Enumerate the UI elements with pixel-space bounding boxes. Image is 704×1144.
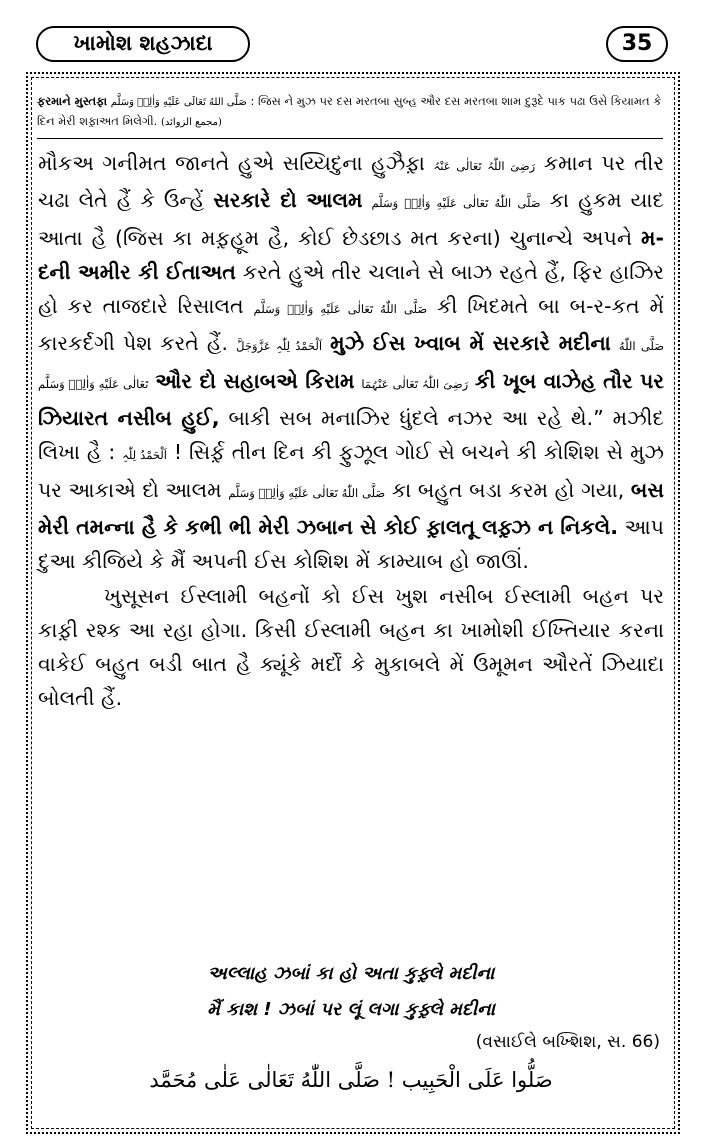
poem-couplet — [38, 956, 664, 1028]
bold-phrase: બસ મેરી તમન્ના હૈ કે કભી ભી મેરી ઝબાન સે કોઈ ફ઼ાલતૂ લફ઼્ઝ ન નિકલે. — [38, 477, 664, 539]
poem-line: અલ્લાહ ઝબાં કા હો અતા કુફ઼્લે મદીના — [207, 963, 495, 984]
text-span: કા બહુત બડા કરમ હો ગયા, — [391, 477, 625, 502]
notice-text: : જિસ ને મુઝ પર દસ મરતબા સુબ્હ ઔર દસ મરતબા શામ દુરૂદે પાક પઢા ઉસે કિયામત કે દિન મેરી શફ઼ાઅત મિલેગી. — [37, 94, 662, 128]
radi-honorific: رَضِیَ اللّٰہُ تَعَالٰی عَنْہُمَا — [361, 376, 469, 391]
notice-salutation: صَلَّى اللهُ تَعَالَى عَلَيْهِ وَاٰلِهٖ وَسَلَّم — [110, 97, 247, 108]
book-title: ખામોશ શહઝાદા — [36, 26, 250, 62]
page-number: 35 — [606, 26, 668, 62]
bold-phrase: કી ખૂબ વાઝેહ તૌર પર ઝિયારત નસીબ હુઈ, — [38, 368, 664, 431]
radi-honorific: رَضِیَ اللّٰہُ تَعَالٰی عَنْہُ — [433, 159, 536, 173]
page-header — [0, 22, 704, 68]
hamd-phrase: اَلْحَمْدُ لِلّٰہِ عَزَّوَجَلَّ — [236, 339, 323, 354]
hadith-notice — [37, 92, 663, 139]
bold-phrase: ઔર દો સહાબએ કિરામ — [155, 368, 355, 393]
salawat-honorific: صَلَّى اللّٰهُ تَعَالٰى عَلَيْهِ وَاٰلِهٖ وَسَلَّم — [371, 196, 541, 211]
poem-line: મૈં કાશ ! ઝબાં પર લૂં લગા કુફ઼્લે મદીના — [207, 999, 495, 1020]
salawat-honorific: صَلَّى اللّٰهُ تَعَالٰى عَلَيْهِ وَاٰلِهٖ وَسَلَّم — [253, 302, 428, 317]
bold-phrase: મ-દની અમીર કી ઈતાઅત — [38, 225, 664, 284]
text-span: ! સિર્ફ઼ તીન દિન કી ફુઝૂલ ગોઈ સે બચને કી કોશિશ સે મુઝ પર આકાએ દો આલમ — [38, 440, 664, 502]
salawat-honorific: صَلَّى اللّٰهُ تَعَالٰى عَلَيْهِ وَاٰلِهٖ وَسَلَّم — [228, 485, 386, 500]
bold-phrase: મુઝે ઈસ ખ્વાબ મેં સરકારે મદીના — [330, 331, 611, 356]
notice-lead: ફરમાને મુસ્તફા — [37, 94, 108, 108]
paragraph-1 — [38, 146, 664, 579]
durood-line: صَلُّوا عَلَى الْحَبِيب ! صَلَّى اللّٰهُ تَعَالٰى عَلٰى مُحَمَّد — [149, 1068, 553, 1092]
salawat-honorific: صَلَّى اللّٰهُ تَعَالٰى عَلَيْهِ وَاٰلِهٖ وَسَلَّم — [38, 339, 664, 391]
text-span: કી ખિદમતે બા બ-ર-કત મેં કારકર્દગી પેશ કરતે હૈં. — [38, 294, 664, 356]
text-span: આપ દુઆ કીજિયે કે મૈં અપની ઈસ કોશિશ મેં કામ્યાબ હો જાઊં. — [38, 514, 664, 574]
paragraph-2: ખુસૂસન ઈસ્લામી બહનોં કો ઈસ ખુશ નસીબ ઈસ્લામી બહન પર કાફ઼ી રશ્ક આ રહા હોગા. કિસી ઈસ્લામી બહન કા ખામોશી ઈખ્તિયાર કરના વાકેઈ બહુત બડી બાત હૈ ક્યૂંકે મર્દોં કે મુકાબલે મેં ઉમૂમન ઔરતેં ઝિયાદા બોલતી હૈં. — [38, 583, 664, 711]
text-span: કા હુકમ યાદ આતા હૈ (જિસ કા મફ઼હૂમ હૈ, કોઈ છેડછાડ મત કરના) ચુનાન્ચે અપને — [38, 188, 664, 250]
hamd-phrase: اَلْحَمْدُ لِلّٰہِ — [122, 448, 167, 463]
text-span: કરતે હુએ તીર ચલાને સે બાઝ રહતે હૈં, ફિર હાઝિર હો કર તાજદારે રિસાલત — [38, 259, 664, 319]
text-span: કમાન પર તીર ચઢા લેતે હૈં કે ઉન્હેં — [38, 151, 664, 213]
text-span: બાકી સબ મનાઝિર ધુંદલે નઝર આ રહે થે.” મઝીદ લિખા હૈ : — [38, 406, 664, 465]
poem-reference: (વસાઈલે બખ્શિશ, સ. 66) — [475, 1032, 660, 1052]
notice-source: (مجمع الزوائد) — [160, 117, 222, 128]
bold-phrase: સરકારે દો આલમ — [213, 188, 363, 213]
main-text — [38, 146, 664, 716]
text-span: મૌકઅ ગનીમત જાનતે હુએ સય્યિદુના હુઝૈફ઼ા — [38, 151, 425, 175]
